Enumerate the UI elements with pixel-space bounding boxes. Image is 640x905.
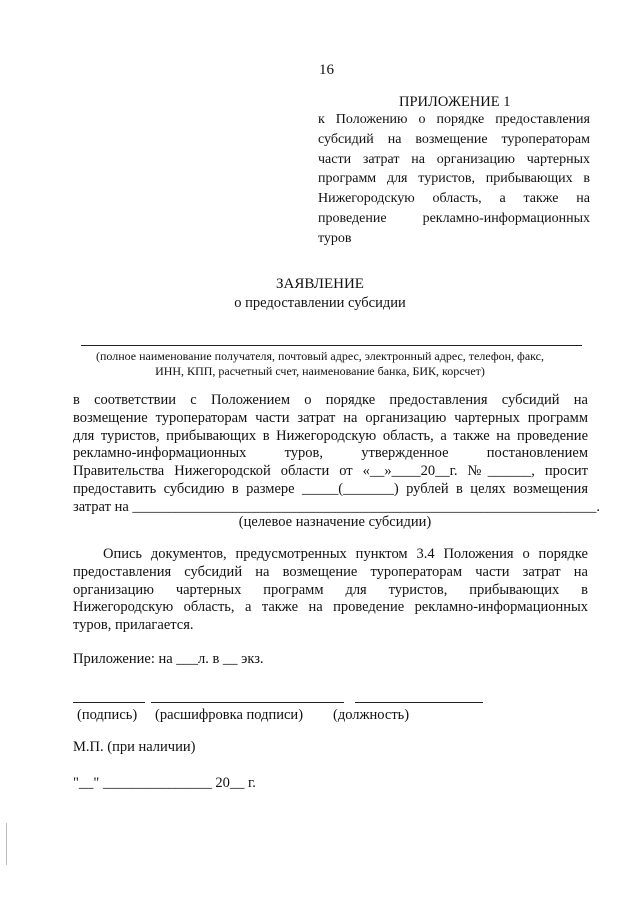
paragraph-line: предоставить субсидию в размере _____(_______) рублей в целях возмещения bbox=[73, 480, 588, 497]
paragraph-line: Нижегородскую область, а также на проведение рекламно-информационных bbox=[73, 599, 588, 616]
recipient-line bbox=[81, 345, 582, 346]
paragraph-line: Опись документов, предусмотренных пунктом 3.4 Положения о порядке bbox=[103, 546, 588, 562]
paragraph-line: затрат на ________________________________________________________________. bbox=[73, 498, 601, 515]
paragraph-line: возмещение туроператорам части затрат на организацию чартерных программ bbox=[73, 409, 588, 426]
paragraph-line: для туристов, прибывающих в Нижегородскую область, а также на проведение bbox=[73, 427, 588, 444]
recipient-note-line: (полное наименование получателя, почтовый адрес, электронный адрес, телефон, факс, bbox=[95, 349, 544, 363]
appendix-line: Нижегородскую область, а также на bbox=[318, 191, 590, 207]
paragraph-line: рекламно-информационных туров, утвержденное постановлением bbox=[73, 445, 588, 462]
document-title: ЗАЯВЛЕНИЕ bbox=[276, 276, 364, 292]
paragraph-line: туров, прилагается. bbox=[73, 617, 194, 634]
paragraph-line: предоставления субсидий на возмещение туроператорам части затрат на bbox=[73, 563, 588, 580]
signature-caption: (подпись) bbox=[77, 707, 138, 723]
appendix-title: ПРИЛОЖЕНИЕ 1 bbox=[399, 94, 511, 110]
purpose-note: (целевое назначение субсидии) bbox=[238, 514, 432, 530]
appendix-line: программ для туристов, прибывающих в bbox=[318, 171, 590, 187]
attachment-line: Приложение: на ___л. в __ экз. bbox=[73, 651, 264, 667]
appendix-line: туров bbox=[318, 230, 352, 246]
decode-line bbox=[151, 702, 344, 703]
appendix-line: проведение рекламно-информационных bbox=[318, 210, 590, 226]
appendix-line: части затрат на организацию чартерных bbox=[318, 151, 590, 167]
application-paragraph bbox=[73, 392, 601, 517]
stamp-label: М.П. (при наличии) bbox=[73, 739, 196, 755]
scan-mark bbox=[6, 823, 7, 865]
document-subtitle: о предоставлении субсидии bbox=[234, 295, 406, 311]
paragraph-line: в соответствии с Положением о порядке предоставления субсидий на bbox=[73, 392, 588, 408]
recipient-note-line: ИНН, КПП, расчетный счет, наименование банка, БИК, корсчет) bbox=[155, 364, 485, 378]
appendix-reference bbox=[318, 110, 590, 249]
signature-line bbox=[73, 702, 145, 703]
position-caption: (должность) bbox=[333, 707, 410, 723]
paragraph-line: Правительства Нижегородской области от «__»____20__г. №______, просит bbox=[73, 463, 588, 480]
appendix-line: к Положению о порядке предоставления bbox=[318, 112, 590, 127]
documents-paragraph bbox=[73, 546, 588, 635]
page-number: 16 bbox=[319, 62, 334, 78]
date-line: "__" _______________ 20__ г. bbox=[73, 775, 256, 791]
appendix-line: субсидий на возмещение туроператорам bbox=[318, 131, 590, 147]
paragraph-line: организацию чартерных программ для туристов, прибывающих в bbox=[73, 581, 588, 598]
decode-caption: (расшифровка подписи) bbox=[155, 707, 304, 723]
position-line bbox=[355, 702, 483, 703]
